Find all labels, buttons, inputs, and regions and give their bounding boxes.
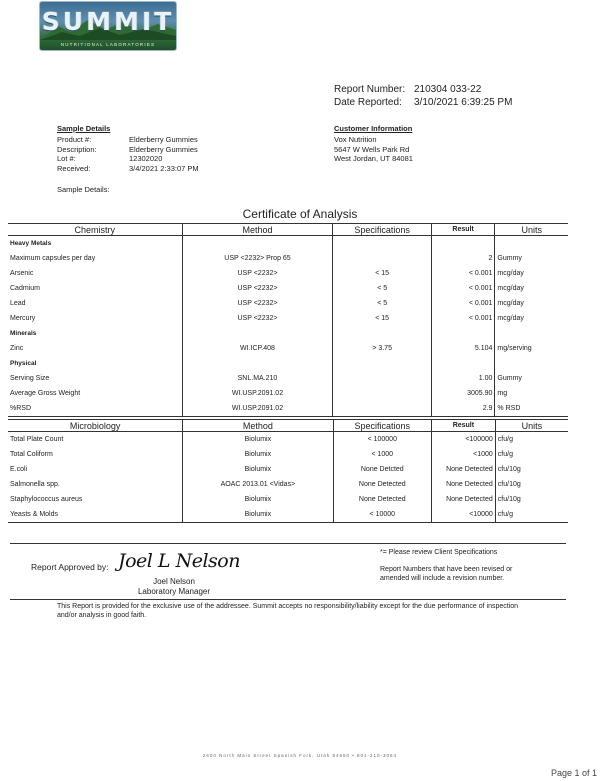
col-units: Units <box>495 224 568 236</box>
table-row: Cadmium USP <2232> < 5 < 0.001 mcg/day <box>8 281 568 296</box>
col-chemistry: Chemistry <box>8 224 182 236</box>
microbiology-table <box>8 419 568 523</box>
revision-note: Report Numbers that have been revised or amended will include a revision number. <box>380 566 513 582</box>
logo-wordmark: SUMMIT <box>41 7 175 36</box>
divider <box>10 599 566 600</box>
section-physical: Physical <box>8 356 568 371</box>
table-row: Maximum capsules per day USP <2232> Prop 65 2 Gummy <box>8 251 568 266</box>
table-row: Arsenic USP <2232> < 15 < 0.001 mcg/day <box>8 266 568 281</box>
microbiology-header-row <box>8 420 568 432</box>
table-row: Lead USP <2232> < 5 < 0.001 mcg/day <box>8 296 568 311</box>
col-specifications: Specifications <box>333 224 431 236</box>
section-minerals: Minerals <box>8 326 568 341</box>
certificate-title: Certificate of Analysis <box>242 207 358 221</box>
approver-name: Joel Nelson <box>153 577 195 586</box>
col-result: Result <box>431 224 495 236</box>
summit-logo <box>40 2 176 50</box>
section-heavy-metals: Heavy Metals <box>8 236 568 252</box>
sample-labels: Product #: Description: Lot #: Received: <box>57 135 97 173</box>
table-row: Zinc WI.ICP.408 > 3.75 5.104 mg/serving <box>8 341 568 356</box>
chemistry-header-row <box>8 224 568 236</box>
customer-info-heading: Customer Information <box>334 124 413 133</box>
report-number-label: Report Number: <box>334 84 406 95</box>
col-microbiology: Microbiology <box>8 420 183 432</box>
table-row: %RSD WI.USP.2091.02 2.9 % RSD <box>8 401 568 417</box>
table-row: Yeasts & Molds Biolumix < 10000 <10000 cfu/g <box>8 507 568 523</box>
table-row: Serving Size SNL.MA.210 1.00 Gummy <box>8 371 568 386</box>
col-method: Method <box>183 420 333 432</box>
col-result: Result <box>432 420 496 432</box>
table-row: E.coli Biolumix None Detcted None Detected cfu/10g <box>8 462 568 477</box>
table-row: Total Coliform Biolumix < 1000 <1000 cfu/g <box>8 447 568 462</box>
table-row: Mercury USP <2232> < 15 < 0.001 mcg/day <box>8 311 568 326</box>
signature: Joel L Nelson <box>118 550 240 572</box>
sample-values: Elderberry Gummies Elderberry Gummies 12302020 3/4/2021 2:33:07 PM <box>129 135 199 173</box>
table-row: Salmonella spp. AOAC 2013.01 <Vidas> None Detected None Detected cfu/10g <box>8 477 568 492</box>
date-reported-label: Date Reported: <box>334 97 402 108</box>
report-number: 210304 033-22 <box>414 84 482 95</box>
sample-details-heading: Sample Details <box>57 124 111 133</box>
sample-details-label: Sample Details: <box>57 185 110 194</box>
approver-role: Laboratory Manager <box>137 586 211 596</box>
spec-note: *= Please review Client Specifications <box>380 549 498 556</box>
col-method: Method <box>182 224 333 236</box>
col-specifications: Specifications <box>333 420 431 432</box>
date-reported: 3/10/2021 6:39:25 PM <box>414 97 513 108</box>
divider <box>10 543 566 544</box>
disclaimer: This Report is provided for the exclusive use of the addressee. Summit accepts no responsibility/liability except for the due performance of inspection and/or analysis in good faith. <box>57 603 519 619</box>
address-footer: 2600 North Main Street Spanish Fork, Utah 84660 • 801-210-3084 <box>202 753 398 758</box>
col-units: Units <box>495 420 568 432</box>
approver <box>124 577 224 596</box>
table-row: Average Gross Weight WI.USP.2091.02 3005.90 mg <box>8 386 568 401</box>
logo-subtitle: NUTRITIONAL LABORATORIES <box>60 42 156 47</box>
approved-by-label: Report Approved by: <box>31 562 109 572</box>
customer-address: Vox Nutrition 5647 W Wells Park Rd West Jordan, UT 84081 <box>334 135 413 163</box>
chemistry-table <box>8 223 568 417</box>
table-row: Total Plate Count Biolumix < 100000 <100000 cfu/g <box>8 432 568 448</box>
page-number: Page 1 of 1 <box>551 768 598 778</box>
table-row: Staphylococcus aureus Biolumix None Detected None Detected cfu/10g <box>8 492 568 507</box>
